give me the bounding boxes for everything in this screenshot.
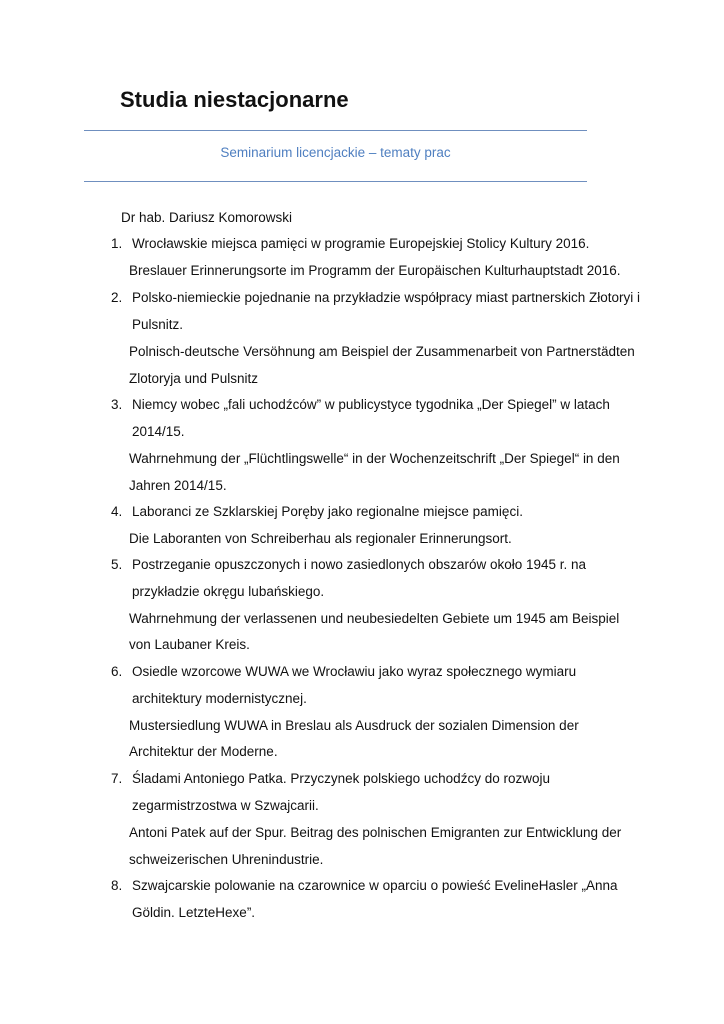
item-number: 3. [111,397,123,412]
item-polish-title: Postrzeganie opuszczonych i nowo zasiedlonych obszarów około 1945 r. na [132,557,587,572]
item-german-title: Mustersiedlung WUWA in Breslau als Ausdruck der sozialen Dimension der [129,718,579,733]
item-polish-title-continued: 2014/15. [132,424,185,439]
item-german-title-continued: schweizerischen Uhrenindustrie. [129,852,324,867]
item-number: 5. [111,557,123,572]
item-number: 6. [111,664,123,679]
item-number: 8. [111,878,123,893]
item-polish-title-continued: zegarmistrzostwa w Szwajcarii. [132,798,319,813]
author: Dr hab. Dariusz Komorowski [121,210,293,225]
item-german-title: Wahrnehmung der „Flüchtlingswelle“ in der Wochenzeitschrift „Der Spiegel“ in den [129,451,620,466]
item-polish-title: Szwajcarskie polowanie na czarownice w oparciu o powieść EvelineHasler „Anna [132,878,618,893]
item-polish-title: Niemcy wobec „fali uchodźców” w publicystyce tygodnika „Der Spiegel” w latach [132,397,610,412]
page-title: Studia niestacjonarne [120,87,349,112]
item-german-title: Antoni Patek auf der Spur. Beitrag des polnischen Emigranten zur Entwicklung der [129,825,622,840]
item-polish-title-continued: Göldin. LetzteHexe”. [132,905,256,920]
item-german-title: Breslauer Erinnerungsorte im Programm der Europäischen Kulturhauptstadt 2016. [129,263,621,278]
item-german-title: Wahrnehmung der verlassenen und neubesiedelten Gebiete um 1945 am Beispiel [129,611,620,626]
item-polish-title: Wrocławskie miejsca pamięci w programie Europejskiej Stolicy Kultury 2016. [132,236,590,251]
item-polish-title-continued: architektury modernistycznej. [132,691,307,706]
item-number: 2. [111,290,123,305]
item-polish-title: Śladami Antoniego Patka. Przyczynek polskiego uchodźcy do rozwoju [132,771,550,786]
item-polish-title-continued: Pulsnitz. [132,317,184,332]
item-number: 7. [111,771,123,786]
item-german-title-continued: Architektur der Moderne. [129,744,278,759]
item-polish-title: Polsko-niemieckie pojednanie na przykładzie współpracy miast partnerskich Złotoryi i [132,290,640,305]
subtitle: Seminarium licencjackie – tematy prac [220,145,451,160]
item-polish-title: Osiedle wzorcowe WUWA we Wrocławiu jako wyraz społecznego wymiaru [132,664,577,679]
item-german-title: Die Laboranten von Schreiberhau als regionaler Erinnerungsort. [129,531,512,546]
top-divider [84,130,587,131]
bottom-divider [84,181,587,182]
item-polish-title-continued: przykładzie okręgu lubańskiego. [132,584,325,599]
item-german-title-continued: von Laubaner Kreis. [129,637,250,652]
item-number: 4. [111,504,123,519]
item-polish-title: Laboranci ze Szklarskiej Poręby jako regionalne miejsce pamięci. [132,504,523,519]
item-german-title-continued: Jahren 2014/15. [129,478,227,493]
item-german-title: Polnisch-deutsche Versöhnung am Beispiel der Zusammenarbeit von Partnerstädten [129,344,635,359]
item-number: 1. [111,236,123,251]
item-german-title-continued: Zlotoryja und Pulsnitz [129,371,259,386]
